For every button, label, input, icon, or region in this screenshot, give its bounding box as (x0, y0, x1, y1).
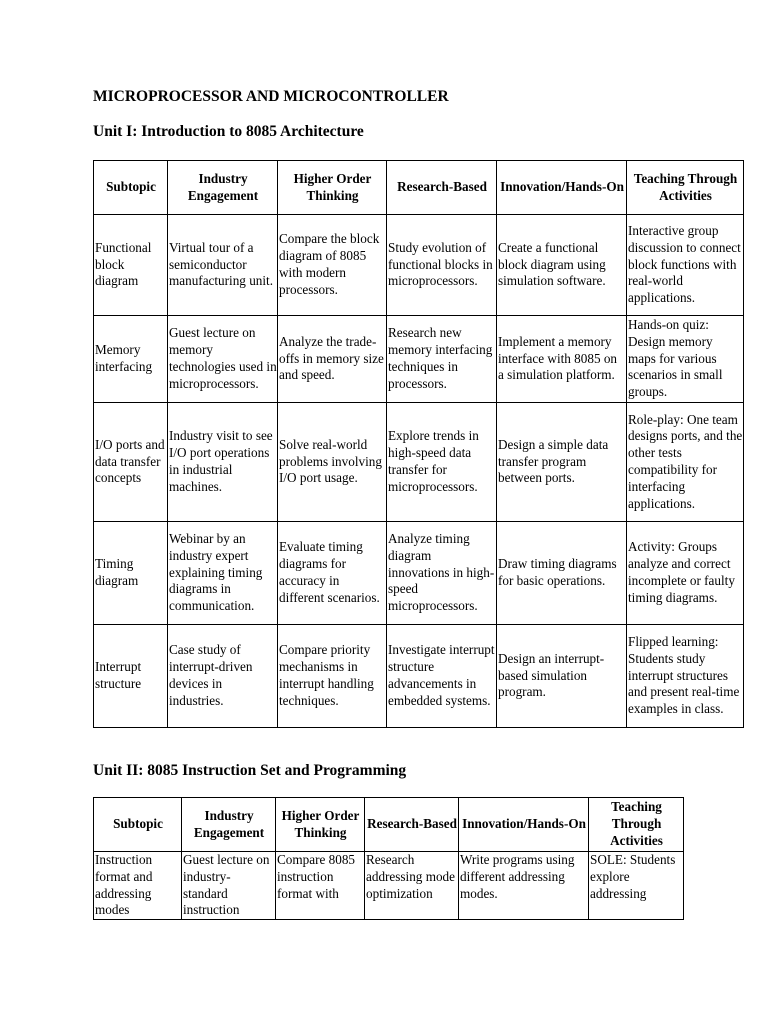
table-cell: Draw timing diagrams for basic operations. (497, 522, 627, 625)
table-cell: Flipped learning: Students study interrupt structures and present real-time examples in class. (627, 625, 744, 728)
table-row (94, 522, 744, 625)
column-header-innovation-hands-on: Innovation/Hands-On (459, 798, 589, 852)
table-cell: I/O ports and data transfer concepts (94, 403, 168, 522)
table-cell: Instruction format and addressing modes (94, 852, 182, 920)
table-row (94, 316, 744, 403)
table-cell: Interactive group discussion to connect block functions with real-world applications. (627, 215, 744, 316)
table-cell: SOLE: Students explore addressing (589, 852, 684, 920)
table-cell: Activity: Groups analyze and correct incomplete or faulty timing diagrams. (627, 522, 744, 625)
table-cell: Industry visit to see I/O port operations in industrial machines. (168, 403, 278, 522)
column-header-teaching-through-activities: Teaching Through Activities (589, 798, 684, 852)
document-title: MICROPROCESSOR AND MICROCONTROLLER (93, 88, 449, 105)
table-row (94, 625, 744, 728)
table-cell: Guest lecture on memory technologies used in microprocessors. (168, 316, 278, 403)
table-cell: Timing diagram (94, 522, 168, 625)
table-cell: Compare 8085 instruction format with (276, 852, 365, 920)
column-header-teaching-through-activities: Teaching Through Activities (627, 161, 744, 215)
table-cell: Interrupt structure (94, 625, 168, 728)
table-cell: Research addressing mode optimization (365, 852, 459, 920)
table-cell: Compare priority mechanisms in interrupt handling techniques. (278, 625, 387, 728)
table-cell: Webinar by an industry expert explaining timing diagrams in communication. (168, 522, 278, 625)
table-cell: Research new memory interfacing techniques in processors. (387, 316, 497, 403)
column-header-subtopic: Subtopic (94, 798, 182, 852)
table-cell: Design an interrupt-based simulation program. (497, 625, 627, 728)
table-cell: Memory interfacing (94, 316, 168, 403)
table-cell: Solve real-world problems involving I/O port usage. (278, 403, 387, 522)
table-cell: Case study of interrupt-driven devices in industries. (168, 625, 278, 728)
table-cell: Role-play: One team designs ports, and the other tests compatibility for interfacing applications. (627, 403, 744, 522)
column-header-higher-order-thinking: Higher Order Thinking (278, 161, 387, 215)
table-cell: Study evolution of functional blocks in microprocessors. (387, 215, 497, 316)
table-row (94, 852, 684, 920)
column-header-research-based: Research-Based (365, 798, 459, 852)
column-header-industry-engagement: Industry Engagement (182, 798, 276, 852)
column-header-industry-engagement: Industry Engagement (168, 161, 278, 215)
table-cell: Compare the block diagram of 8085 with modern processors. (278, 215, 387, 316)
table-cell: Guest lecture on industry-standard instruction (182, 852, 276, 920)
column-header-higher-order-thinking: Higher Order Thinking (276, 798, 365, 852)
table-cell: Implement a memory interface with 8085 on a simulation platform. (497, 316, 627, 403)
table-cell: Explore trends in high-speed data transfer for microprocessors. (387, 403, 497, 522)
table-cell: Write programs using different addressing modes. (459, 852, 589, 920)
column-header-research-based: Research-Based (387, 161, 497, 215)
table-cell: Design a simple data transfer program between ports. (497, 403, 627, 522)
table-header-row (94, 798, 684, 852)
unit1-table (93, 160, 744, 728)
table-cell: Analyze the trade-offs in memory size and speed. (278, 316, 387, 403)
column-header-innovation-hands-on: Innovation/Hands-On (497, 161, 627, 215)
unit1-heading: Unit I: Introduction to 8085 Architecture (93, 123, 364, 140)
table-cell: Create a functional block diagram using simulation software. (497, 215, 627, 316)
table-header-row (94, 161, 744, 215)
table-cell: Analyze timing diagram innovations in high-speed microprocessors. (387, 522, 497, 625)
unit2-heading: Unit II: 8085 Instruction Set and Programming (93, 762, 407, 779)
table-cell: Hands-on quiz: Design memory maps for various scenarios in small groups. (627, 316, 744, 403)
table-row (94, 215, 744, 316)
unit2-table (93, 797, 684, 920)
table-cell: Functional block diagram (94, 215, 168, 316)
table-cell: Evaluate timing diagrams for accuracy in different scenarios. (278, 522, 387, 625)
table-cell: Investigate interrupt structure advancements in embedded systems. (387, 625, 497, 728)
table-cell: Virtual tour of a semiconductor manufacturing unit. (168, 215, 278, 316)
column-header-subtopic: Subtopic (94, 161, 168, 215)
table-row (94, 403, 744, 522)
